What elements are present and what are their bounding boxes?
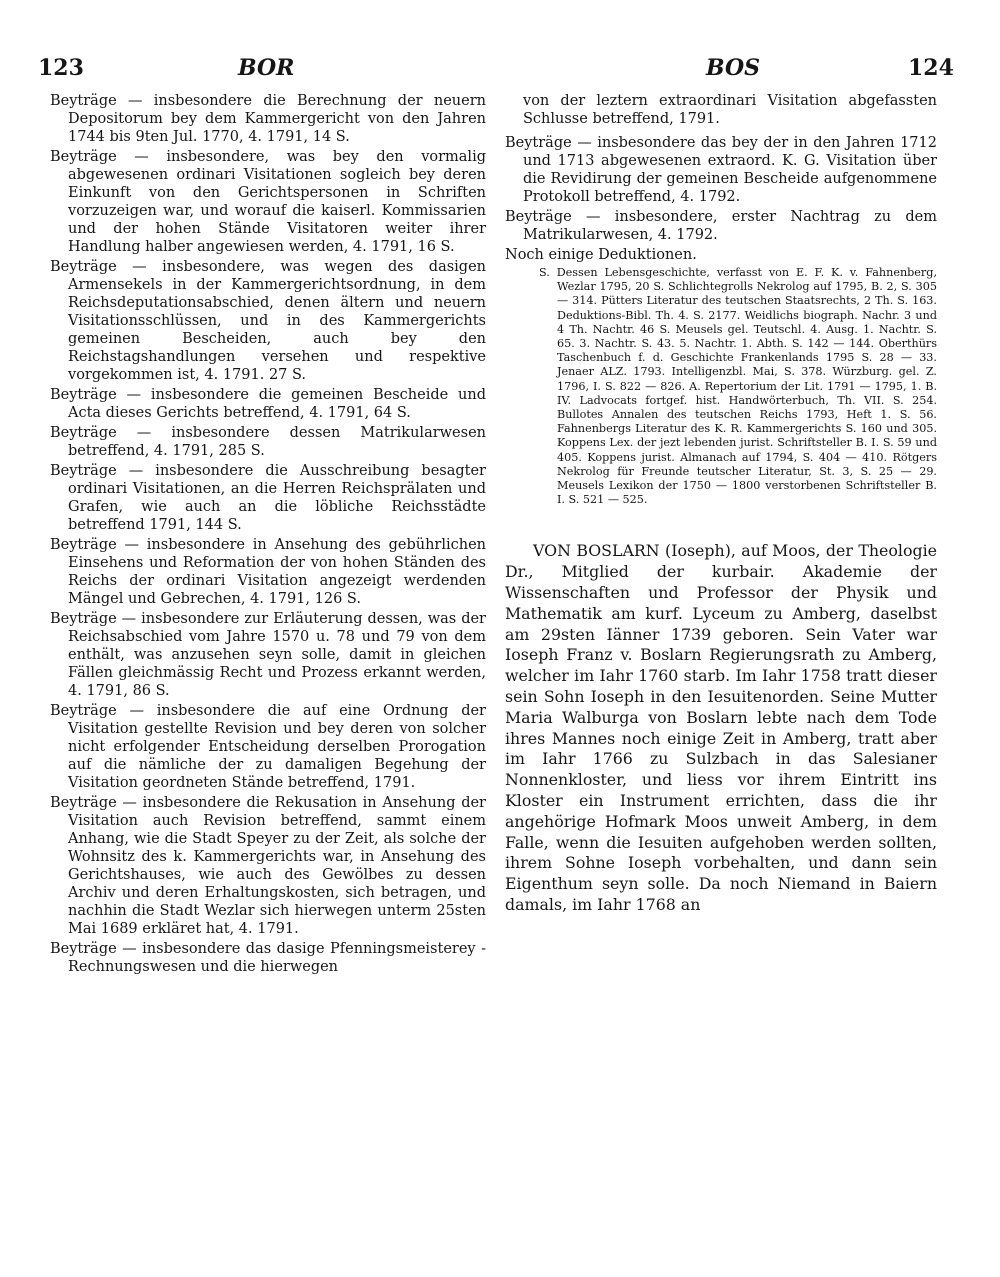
entry-continuation: von der leztern extraordinari Visitation abgefassten Schlusse betreffend, 1791. bbox=[523, 93, 937, 127]
biography-entry: VON BOSLARN (Ioseph), auf Moos, der Theologie Dr., Mitglied der kurbair. Akademie der Wissenschaften und Professor der Physik und Mathematik am kurf. Lyceum zu Amberg, daselbst am 29sten Iänner 1739 geboren. Sein Vater war Ioseph Franz v. Boslarn Regierungsrath zu Amberg, welcher im Iahr 1760 starb. Im Iahr 1758 tratt dieser sein Sohn Ioseph in den Iesuitenorden. Seine Mutter Maria Walburga von Boslarn lebte nach dem Tode ihres Mannes noch einige Zeit in Amberg, tratt aber im Iahr 1766 zu Sulzbach in das Salesianer Nonnenkloster, und liess vor ihrem Eintritt ins Kloster ein Instrument errichten, dass die ihr angehörige Hofmark Moos unweit Amberg, in dem Falle, wenn die Iesuiten aufgehoben werden sollten, ihrem Sohne Ioseph vorbehalten, und dann sein Eigenthum seyn solle. Da noch Niemand in Baiern damals, im Iahr 1768 an bbox=[505, 541, 937, 914]
left-column bbox=[50, 92, 486, 978]
bibliography-entry: Beyträge — insbesondere, was bey den vormalig abgewesenen ordinari Visitationen sogleich bey deren Einkunft von den Gerichtspersonen in Schriften vorzuzeigen war, und worauf die kaiserl. Kommissarien und der hohen Stände Visitatoren weiter ihrer Handlung halber angewiesen werden, 4. 1791, 16 S. bbox=[50, 149, 486, 255]
bibliography-entry: Beyträge — insbesondere dessen Matrikularwesen betreffend, 4. 1791, 285 S. bbox=[50, 425, 486, 459]
bibliography-entry: Beyträge — insbesondere die gemeinen Bescheide und Acta dieses Gerichts betreffend, 4. 1791, 64 S. bbox=[50, 387, 486, 421]
bibliography-entry: Beyträge — insbesondere zur Erläuterung dessen, was der Reichsabschied vom Jahre 1570 u. 78 und 79 von dem enthält, was anzusehen seyn solle, damit in gleichen Fällen gleichmässig Recht und Prozess erkannt werden, 4. 1791, 86 S. bbox=[50, 611, 486, 699]
bibliography-entry: Beyträge — insbesondere, was wegen des dasigen Armensekels in der Kammergerichtsordnung, in dem Reichsdeputationsabschied, denen ältern und neuern Visitationsschlüssen, und in des Kammergerichts gemeinen Bescheiden, auch bey den Reichstagshandlungen versehen und respektive vorgekommen ist, 4. 1791. 27 S. bbox=[50, 259, 486, 383]
bibliography-entry: Beyträge — insbesondere, erster Nachtrag zu dem Matrikularwesen, 4. 1792. bbox=[505, 209, 937, 243]
bibliography-entry: Beyträge — insbesondere die Rekusation in Ansehung der Visitation auch Revision betreffend, sammt einem Anhang, wie die Stadt Speyer zu der Zeit, als solche der Wohnsitz des k. Kammergerichts war, in Ansehung des Gerichtshauses, wie auch des Gewölbes zu dessen Archiv und deren Erhaltungskosten, sich betragen, und nachhin die Stadt Wezlar sich hierwegen unterm 25sten Mai 1689 erkläret hat, 4. 1791. bbox=[50, 795, 486, 937]
references-note: S. Dessen Lebensgeschichte, verfasst von E. F. K. v. Fahnenberg, Wezlar 1795, 20 S. Schlichtegrolls Nekrolog auf 1795, B. 2, S. 305 — 314. Pütters Literatur des teutschen Staatsrechts, 2 Th. S. 163. Deduktions-Bibl. Th. 4. S. 2177. Weidlichs biograph. Nachr. 3 und 4 Th. Nachtr. 46 S. Meusels gel. Teutschl. 4. Ausg. 1. Nachtr. S. 65. 3. Nachtr. S. 43. 5. Nachtr. 1. Abth. S. 142 — 144. Oberthürs Taschenbuch f. d. Geschichte Frankenlands 1795 S. 28 — 33. Jenaer ALZ. 1793. Intelligenzbl. Mai, S. 378. Würzburg. gel. Z. 1796, I. S. 822 — 826. A. Repertorium der Lit. 1791 — 1795, 1. B. IV. Ladvocats fortgef. hist. Handwörterbuch, Th. VII. S. 254. Bullotes Annalen des teutschen Reichs 1793, Heft 1. S. 56. Fahnenbergs Literatur des K. R. Kammergerichts S. 160 und 305. Koppens Lex. der jezt lebenden jurist. Schriftsteller B. I. S. 59 und 405. Koppens jurist. Almanach auf 1794, S. 404 — 410. Rötgers Nekrolog für Freunde teutscher Literatur, St. 3, S. 25 — 29. Meusels Lexikon der 1750 — 1800 verstorbenen Schriftsteller B. I. S. 521 — 525. bbox=[539, 266, 937, 507]
right-page-number: 124 bbox=[908, 55, 954, 81]
bibliography-entry: Beyträge — insbesondere in Ansehung des gebührlichen Einsehens und Reformation der von hohen Ständen des Reichs der ordinari Visitation angezeigt werdenden Mängel und Gebrechen, 4. 1791, 126 S. bbox=[50, 537, 486, 607]
right-column bbox=[505, 92, 937, 932]
left-page-number: 123 bbox=[38, 55, 84, 81]
bibliography-entry: Beyträge — insbesondere die Berechnung der neuern Depositorum bey dem Kammergericht von den Jahren 1744 bis 9ten Jul. 1770, 4. 1791, 14 S. bbox=[50, 93, 486, 145]
left-running-head: BOR bbox=[238, 55, 295, 81]
bibliography-entry: Beyträge — insbesondere das bey der in den Jahren 1712 und 1713 abgewesenen extraord. K. G. Visitation über die Revidirung der gemeinen Bescheide aufgenommene Protokoll betreffend, 4. 1792. bbox=[505, 135, 937, 205]
bibliography-entry: Beyträge — insbesondere das dasige Pfenningsmeisterey - Rechnungswesen und die hierwegen bbox=[50, 941, 486, 975]
bibliography-entry: Beyträge — insbesondere die Ausschreibung besagter ordinari Visitationen, an die Herren Reichsprälaten und Grafen, wie auch an die löbliche Reichsstädte betreffend 1791, 144 S. bbox=[50, 463, 486, 533]
bibliography-entry: Beyträge — insbesondere die auf eine Ordnung der Visitation gestellte Revision und bey deren von solcher nicht erfolgender Entscheidung derselben Prorogation auf die nämliche der zu damaligen Begehung der Visitation geordneten Stände betreffend, 1791. bbox=[50, 703, 486, 791]
bibliography-entry: Noch einige Deduktionen. bbox=[505, 247, 697, 263]
right-running-head: BOS bbox=[706, 55, 761, 81]
